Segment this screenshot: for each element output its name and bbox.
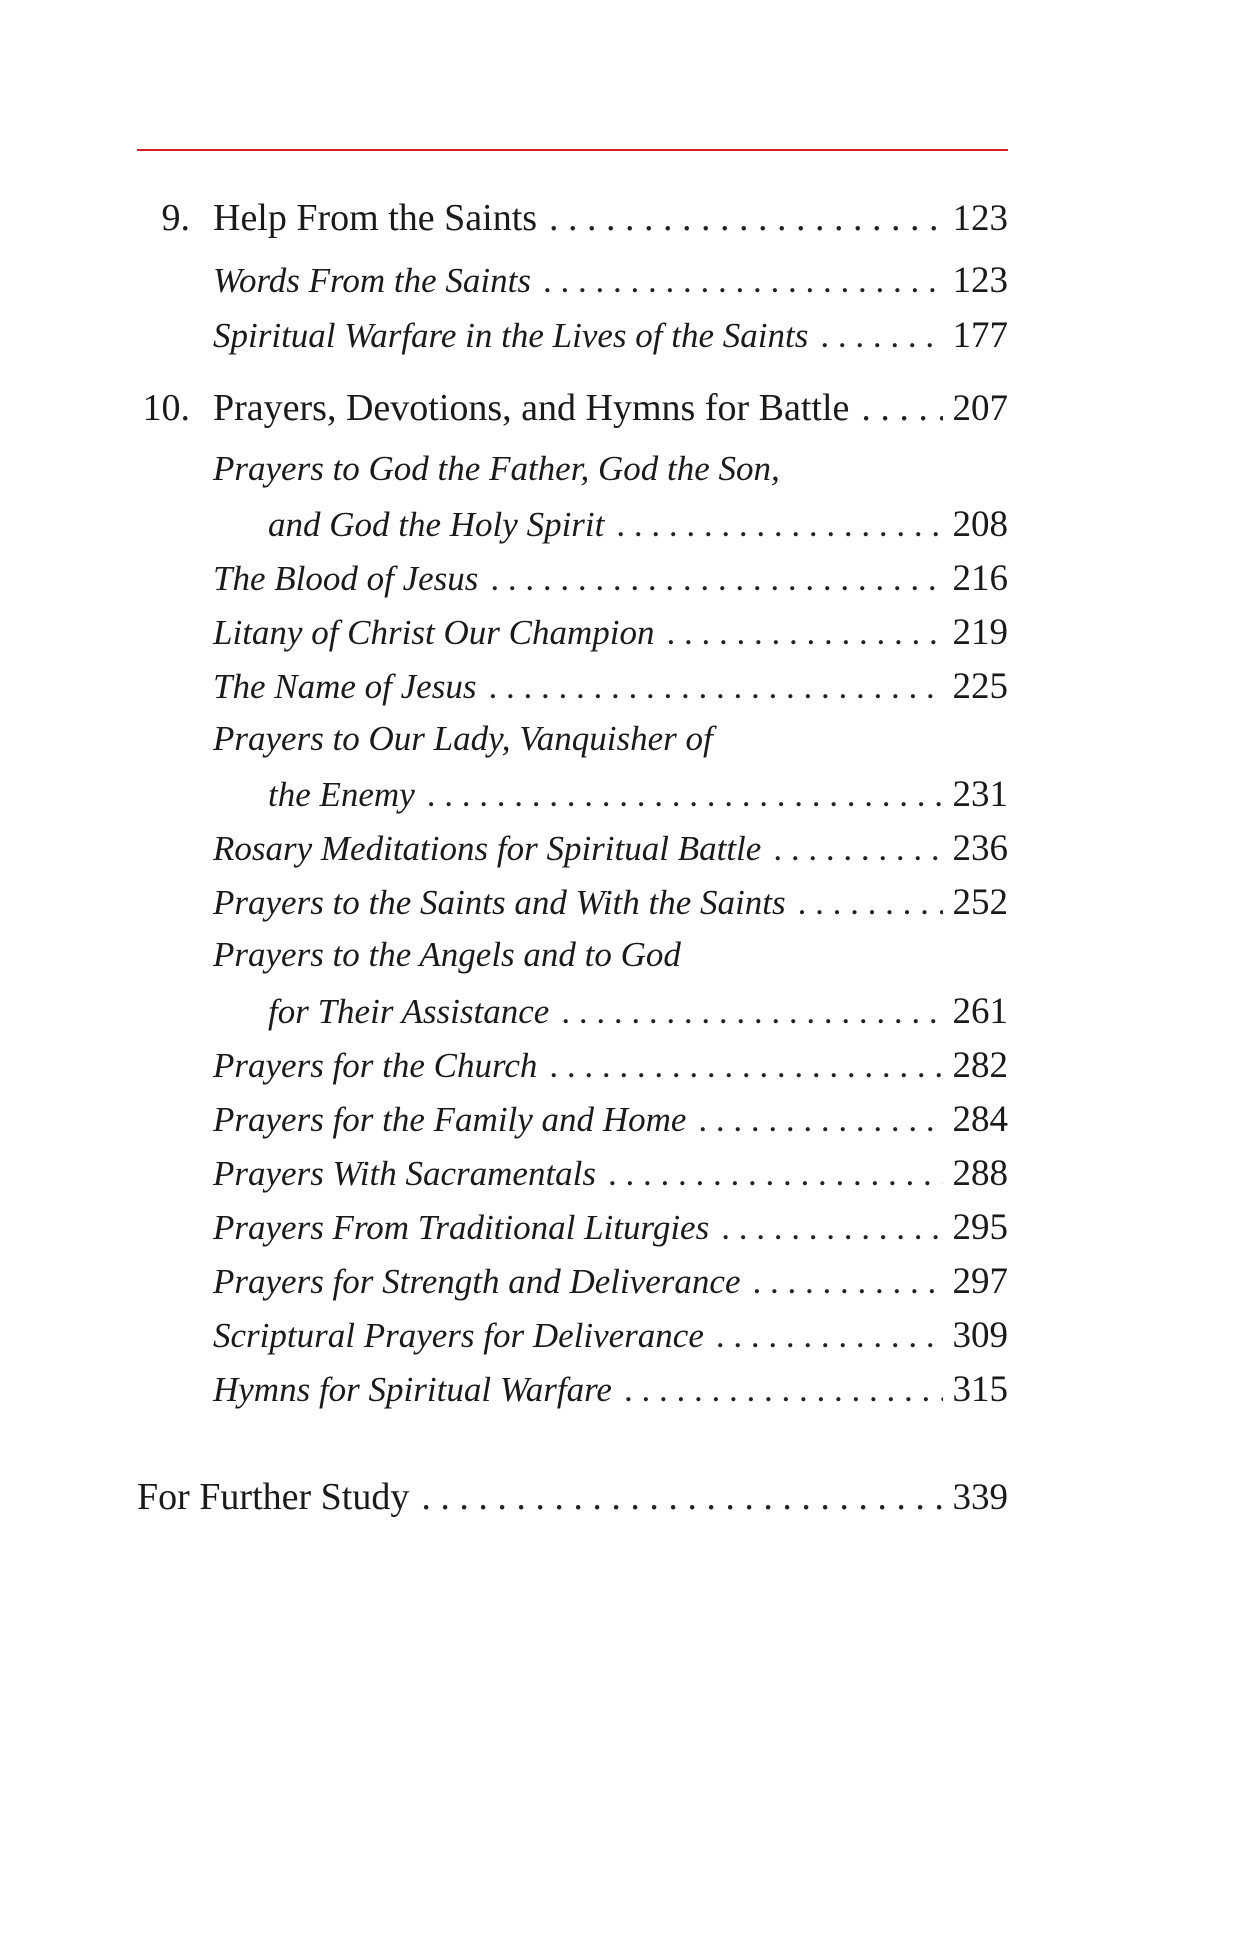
toc-entry[interactable] <box>213 1314 1008 1357</box>
dot-leader <box>543 261 943 301</box>
top-rule <box>137 149 1008 151</box>
toc-entry-page: 177 <box>952 315 1008 356</box>
toc-entry-page: 288 <box>952 1153 1008 1194</box>
toc-entry-page: 231 <box>952 774 1008 815</box>
dot-leader <box>488 667 942 707</box>
toc-entry-page: 315 <box>952 1369 1008 1410</box>
toc-entry-title: the Enemy <box>268 775 415 814</box>
toc-entry-title: Prayers for the Church <box>213 1046 538 1085</box>
toc-entry-title-line1: Prayers to God the Father, God the Son, <box>213 449 780 488</box>
dot-leader <box>666 613 942 653</box>
toc-entry-page: 297 <box>952 1261 1008 1302</box>
toc-entry-page: 252 <box>952 882 1008 923</box>
toc-entry-title: Scriptural Prayers for Deliverance <box>213 1316 704 1355</box>
toc-entry-page: 123 <box>952 260 1008 301</box>
dot-leader <box>624 1370 943 1410</box>
toc-entry[interactable] <box>268 503 1008 546</box>
toc-entry-title: Prayers for Strength and Deliverance <box>213 1262 741 1301</box>
dot-leader <box>773 829 942 869</box>
dot-leader <box>798 883 943 923</box>
toc-entry-title-line1: Prayers to Our Lady, Vanquisher of <box>213 719 713 758</box>
dot-leader <box>427 775 943 815</box>
toc-entry-title: Prayers With Sacramentals <box>213 1154 597 1193</box>
toc-entry-title: For Further Study <box>137 1476 410 1518</box>
toc-entry[interactable] <box>213 611 1008 654</box>
toc-entry-title: Rosary Meditations for Spiritual Battle <box>213 829 762 868</box>
toc-entry-title: The Name of Jesus <box>213 667 477 706</box>
toc-entry[interactable] <box>213 386 1008 430</box>
dot-leader <box>616 505 942 545</box>
toc-entry[interactable] <box>268 990 1008 1033</box>
toc-entry[interactable] <box>268 773 1008 816</box>
toc-entry[interactable] <box>213 665 1008 708</box>
toc-entry-page: 208 <box>952 504 1008 545</box>
toc-entry-page: 123 <box>952 198 1008 239</box>
toc-entry-page: 295 <box>952 1207 1008 1248</box>
toc-entry-title: Prayers to the Saints and With the Saints <box>213 883 786 922</box>
dot-leader <box>721 1208 942 1248</box>
toc-entry[interactable] <box>137 1475 1008 1519</box>
toc-entry-title: Spiritual Warfare in the Lives of the Saints <box>213 316 809 355</box>
toc-entry[interactable] <box>213 557 1008 600</box>
toc-entry-page: 309 <box>952 1315 1008 1356</box>
dot-leader <box>698 1100 942 1140</box>
dot-leader <box>549 1046 942 1086</box>
toc-entry-title: Words From the Saints <box>213 261 531 300</box>
toc-entry[interactable] <box>213 1152 1008 1195</box>
dot-leader <box>608 1154 942 1194</box>
dot-leader <box>490 559 942 599</box>
chapter-number: 10. <box>142 387 190 429</box>
toc-entry[interactable] <box>213 1368 1008 1411</box>
toc-entry-title: Prayers for the Family and Home <box>213 1100 687 1139</box>
toc-entry-title: The Blood of Jesus <box>213 559 479 598</box>
toc-entry-title-line1: Prayers to the Angels and to God <box>213 935 681 974</box>
toc-entry[interactable] <box>213 881 1008 924</box>
toc-entry-title: Hymns for Spiritual Warfare <box>213 1370 612 1409</box>
dot-leader <box>820 316 942 356</box>
chapter-number: 9. <box>161 197 190 239</box>
toc-entry[interactable] <box>213 1260 1008 1303</box>
toc-entry-page: 219 <box>952 612 1008 653</box>
toc-entry-page: 225 <box>952 666 1008 707</box>
toc-entry[interactable] <box>213 827 1008 870</box>
toc-entry-title: and God the Holy Spirit <box>268 505 605 544</box>
toc-entry-title: Help From the Saints <box>213 197 538 239</box>
dot-leader <box>752 1262 942 1302</box>
toc-entry[interactable] <box>213 314 1008 357</box>
toc-entry[interactable] <box>213 1098 1008 1141</box>
dot-leader <box>549 196 942 240</box>
toc-entry[interactable] <box>213 196 1008 240</box>
toc-entry-page: 207 <box>952 388 1008 429</box>
dot-leader <box>716 1316 943 1356</box>
toc-entry-page: 339 <box>952 1477 1008 1518</box>
toc-entry-title: Prayers, Devotions, and Hymns for Battle <box>213 387 850 429</box>
toc-entry-title: Prayers From Traditional Liturgies <box>213 1208 710 1247</box>
toc-entry-page: 261 <box>952 991 1008 1032</box>
dot-leader <box>421 1475 942 1519</box>
dot-leader <box>861 386 942 430</box>
toc-entry[interactable] <box>213 259 1008 302</box>
toc-entry-title: Litany of Christ Our Champion <box>213 613 655 652</box>
toc-entry-page: 282 <box>952 1045 1008 1086</box>
toc-entry-page: 284 <box>952 1099 1008 1140</box>
toc-entry-page: 216 <box>952 558 1008 599</box>
toc-entry-page: 236 <box>952 828 1008 869</box>
toc-entry[interactable] <box>213 1044 1008 1087</box>
dot-leader <box>561 992 942 1032</box>
toc-entry[interactable] <box>213 1206 1008 1249</box>
toc-entry-title: for Their Assistance <box>268 992 550 1031</box>
